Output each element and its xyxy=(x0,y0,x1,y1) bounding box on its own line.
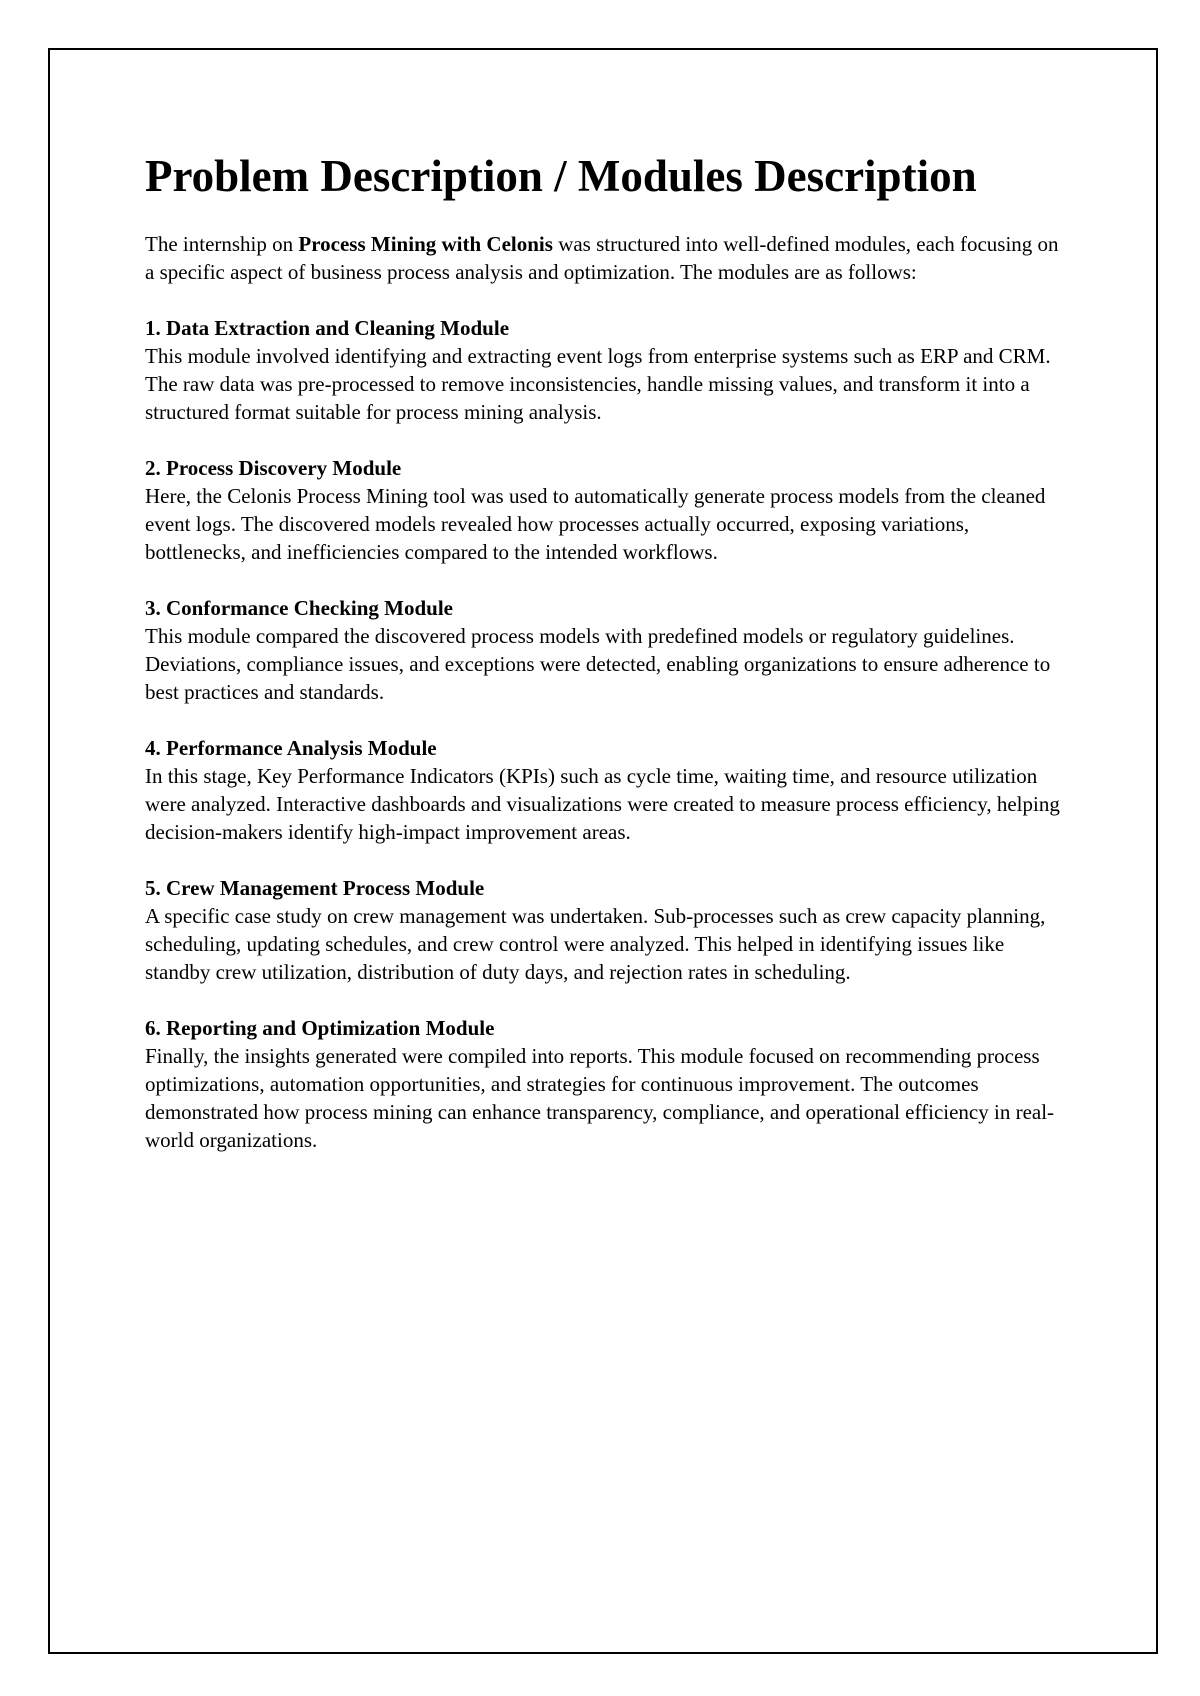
module-section-4 xyxy=(145,734,1065,846)
module-section-1 xyxy=(145,314,1065,426)
module-heading: 1. Data Extraction and Cleaning Module xyxy=(145,316,510,340)
intro-paragraph xyxy=(145,230,1065,286)
page-title: Problem Description / Modules Description xyxy=(145,151,977,201)
module-heading: 3. Conformance Checking Module xyxy=(145,596,453,620)
module-body: This module involved identifying and extracting event logs from enterprise systems such as ERP and CRM. The raw data was pre-processed to remove inconsistencies, handle missing values, and transform it into a structured format suitable for process mining analysis. xyxy=(145,344,1051,424)
module-heading: 4. Performance Analysis Module xyxy=(145,736,437,760)
intro-text-after: was structured into well-defined modules, each focusing on a specific aspect of business process analysis and optimization. The modules are as follows: xyxy=(145,232,1059,284)
document-content xyxy=(145,150,1065,1182)
module-heading: 2. Process Discovery Module xyxy=(145,456,402,480)
intro-bold-text: Process Mining with Celonis xyxy=(298,232,553,256)
module-section-2 xyxy=(145,454,1065,566)
module-section-5 xyxy=(145,874,1065,986)
module-heading: 5. Crew Management Process Module xyxy=(145,876,485,900)
module-body: A specific case study on crew management was undertaken. Sub-processes such as crew capacity planning, scheduling, updating schedules, and crew control were analyzed. This helped in identifying issues like standby crew utilization, distribution of duty days, and rejection rates in scheduling. xyxy=(145,904,1046,984)
module-body: In this stage, Key Performance Indicators (KPIs) such as cycle time, waiting time, and resource utilization were analyzed. Interactive dashboards and visualizations were created to measure process efficiency, helping decision-makers identify high-impact improvement areas. xyxy=(145,764,1060,844)
module-section-6 xyxy=(145,1014,1065,1154)
module-body: Here, the Celonis Process Mining tool was used to automatically generate process models from the cleaned event logs. The discovered models revealed how processes actually occurred, exposing variations, bottlenecks, and inefficiencies compared to the intended workflows. xyxy=(145,484,1046,564)
intro-text-before: The internship on xyxy=(145,232,299,256)
module-body: This module compared the discovered process models with predefined models or regulatory guidelines. Deviations, compliance issues, and exceptions were detected, enabling organizations to ensure adherence to best practices and standards. xyxy=(145,624,1051,704)
module-body: Finally, the insights generated were compiled into reports. This module focused on recommending process optimizations, automation opportunities, and strategies for continuous improvement. The outcomes demonstrated how process mining can enhance transparency, compliance, and operational efficiency in real-world organizations. xyxy=(145,1044,1055,1152)
module-section-3 xyxy=(145,594,1065,706)
module-heading: 6. Reporting and Optimization Module xyxy=(145,1016,495,1040)
